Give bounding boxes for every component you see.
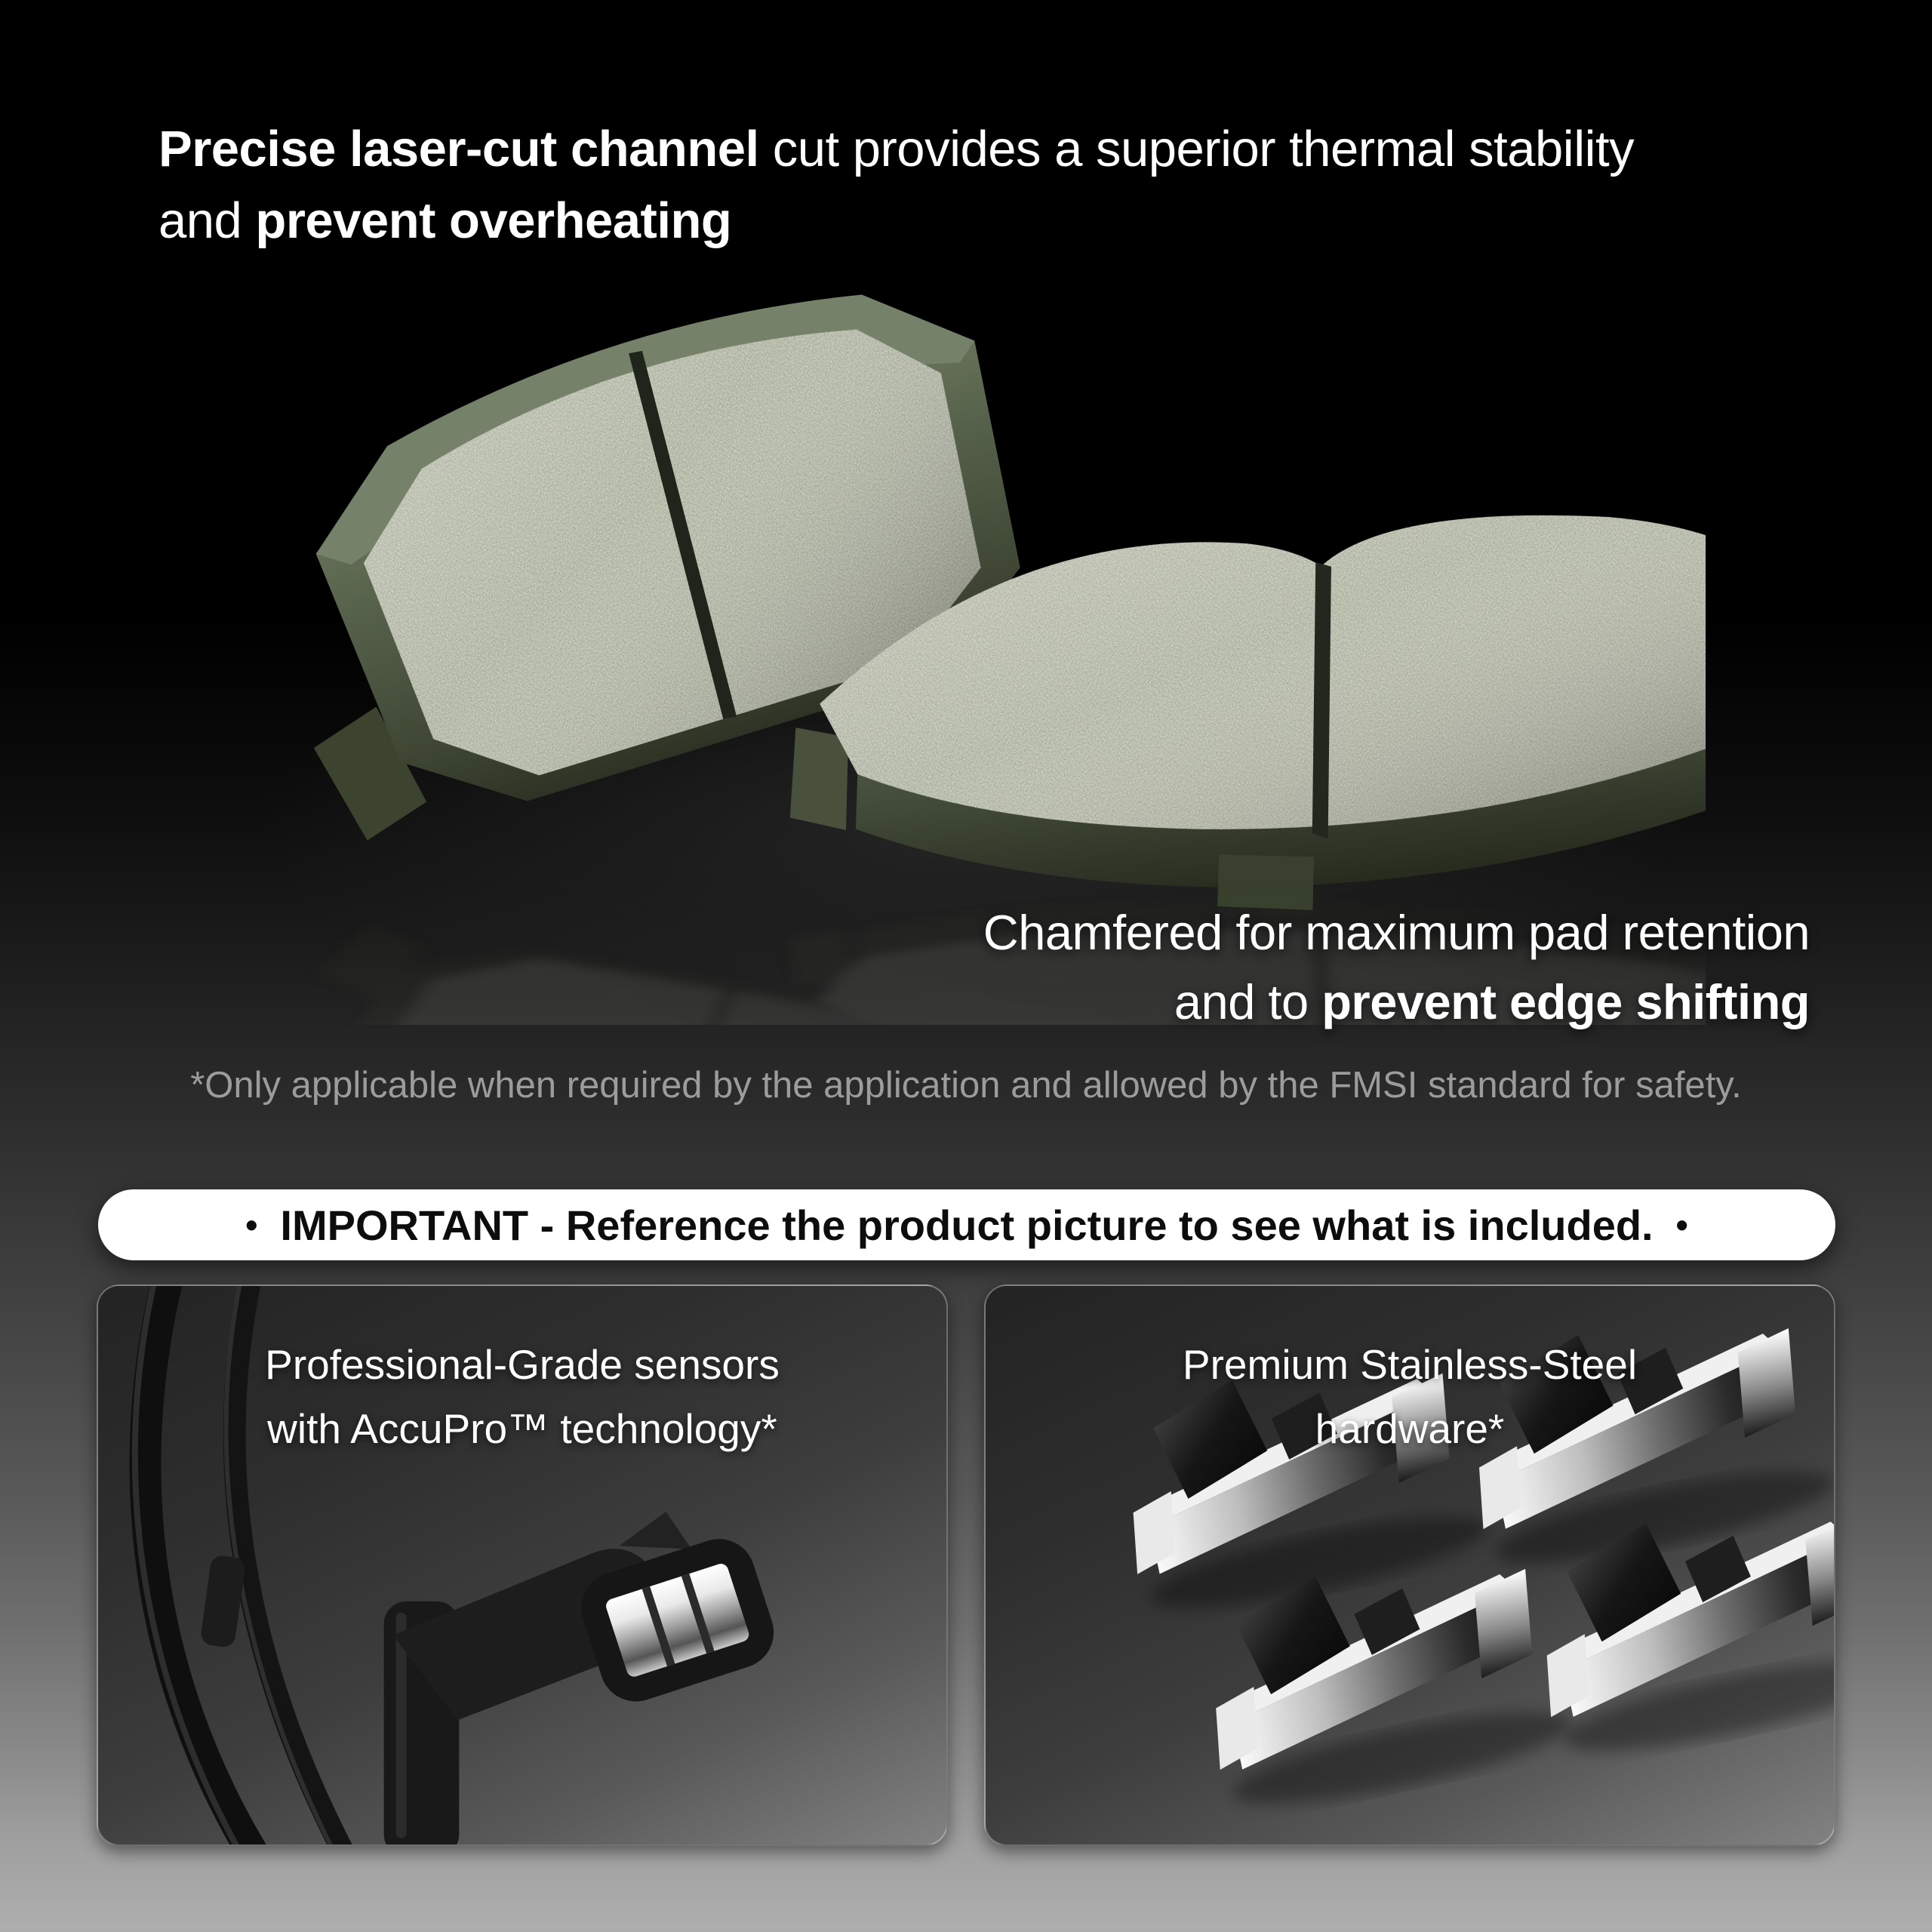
feature-chamfered-rest: Chamfered for maximum pad retention — [983, 905, 1810, 960]
hardware-card-title-line2: hardware* — [1315, 1405, 1505, 1453]
hardware-card-title-line1: Premium Stainless-Steel — [1182, 1341, 1638, 1388]
bullet-icon: • — [245, 1205, 258, 1244]
important-banner — [98, 1189, 1835, 1260]
feature-overheating-bold: prevent overheating — [255, 192, 732, 250]
feature-laser-cut-rest: cut provides a superior thermal stability — [758, 121, 1635, 177]
disclaimer-text: *Only applicable when required by the application and allowed by the FMSI standard for safety. — [190, 1065, 1742, 1106]
bullet-icon: • — [1675, 1205, 1688, 1244]
sensor-card — [97, 1284, 948, 1846]
feature-edge-shifting-bold: prevent edge shifting — [1321, 974, 1810, 1030]
feature-laser-cut-text — [158, 113, 1634, 257]
feature-chamfered-rest2: and to — [1174, 974, 1322, 1030]
hardware-card — [984, 1284, 1835, 1846]
important-banner-text: IMPORTANT - Reference the product picture to see what is included. — [280, 1201, 1654, 1249]
feature-chamfered-line2 — [983, 968, 1810, 1037]
feature-chamfered-text — [983, 898, 1810, 1038]
sensor-card-title-line2: with AccuPro™ technology* — [267, 1405, 777, 1453]
sensor-head — [559, 1491, 783, 1711]
sensor-card-title-line1: Professional-Grade sensors — [265, 1341, 780, 1388]
hardware-card-title — [986, 1333, 1834, 1462]
sensor-body — [384, 1491, 783, 1844]
feature-chamfered-line1 — [983, 898, 1810, 968]
feature-laser-cut-rest2: and — [158, 192, 256, 250]
feature-laser-cut-bold: Precise laser-cut channel — [158, 121, 759, 177]
feature-laser-cut-line1 — [158, 113, 1634, 185]
sensor-card-title — [98, 1333, 946, 1462]
